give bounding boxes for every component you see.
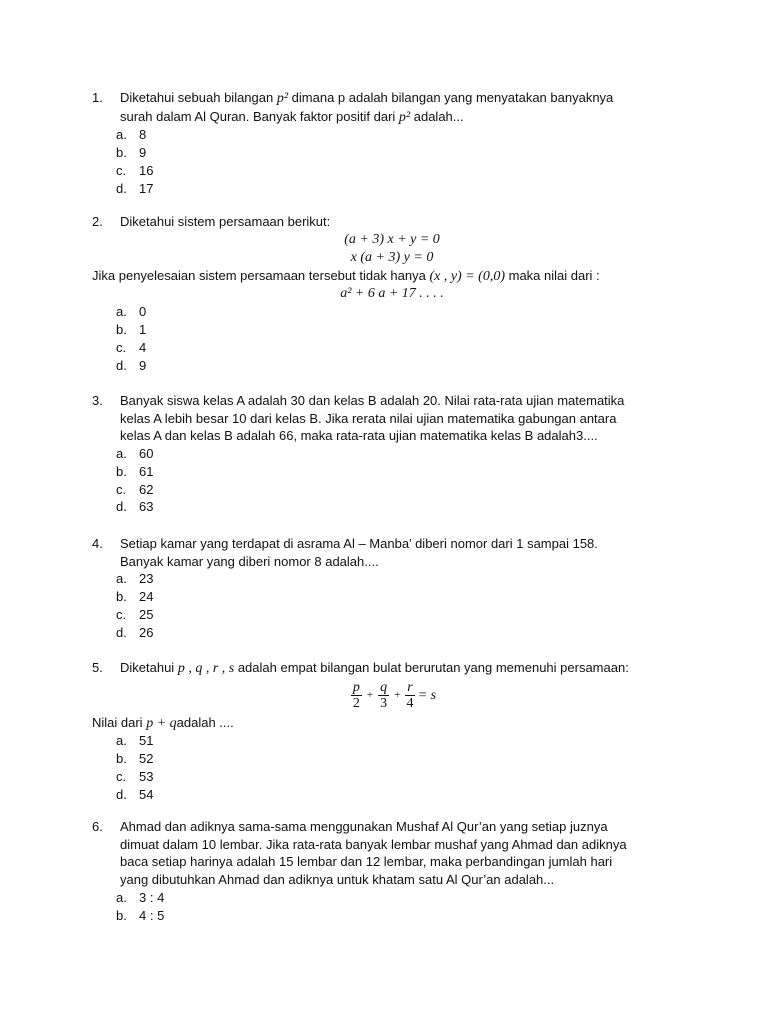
option-item[interactable]: a. 23 [116, 571, 154, 587]
question-text-line: Diketahui sebuah bilangan p² dimana p adalah bilangan yang menyatakan banyaknya [120, 90, 614, 106]
option-item[interactable]: c. 53 [116, 768, 154, 784]
question-5 [92, 659, 692, 803]
option-item[interactable]: c. 62 [116, 481, 154, 497]
question-text-line: Diketahui p , q , r , s adalah empat bilangan bulat berurutan yang memenuhi persamaan: [120, 660, 629, 676]
option-item[interactable]: a. 0 [116, 304, 147, 320]
question-number: 5. [92, 660, 103, 675]
question-number: 6. [92, 819, 103, 834]
question-6 [92, 818, 692, 924]
option-item[interactable]: d. 9 [116, 357, 147, 373]
equation-rhs: = s [417, 687, 437, 703]
ask-line: Nilai dari p + qadalah .... [92, 714, 234, 731]
options-list [116, 570, 692, 641]
question-text-line: yang dibutuhkan Ahmad dan adiknya untuk khatam satu Al Qur’an adalah... [120, 872, 555, 888]
question-text-line: Ahmad dan adiknya sama-sama menggunakan Mushaf Al Qur’an yang setiap juznya [120, 819, 608, 834]
question-number: 1. [92, 90, 103, 105]
option-item[interactable]: c. 25 [116, 606, 154, 622]
option-item[interactable]: b. 61 [116, 463, 154, 479]
option-item[interactable]: d. 63 [116, 499, 154, 515]
fraction: $\frac{r}{4}$ [406, 680, 414, 712]
option-item[interactable]: b. 24 [116, 589, 154, 605]
question-text-line: baca setiap harinya adalah 15 lembar dan 12 lembar, maka perbandingan jumlah hari [120, 854, 613, 870]
question-4 [92, 535, 692, 641]
question-text-line: Setiap kamar yang terdapat di asrama Al – Manba’ diberi nomor dari 1 sampai 158. [120, 536, 598, 551]
question-1 [92, 89, 692, 197]
option-item[interactable]: d. 54 [116, 786, 154, 802]
option-item[interactable]: b. 4 : 5 [116, 907, 165, 923]
question-text-line: Banyak kamar yang diberi nomor 8 adalah.... [120, 553, 379, 569]
question-number: 2. [92, 214, 103, 229]
fraction: $\frac{q}{3}$ [380, 680, 388, 712]
fraction: $\frac{p}{2}$ [352, 680, 360, 712]
option-item[interactable]: b. 9 [116, 145, 147, 161]
option-item[interactable]: c. 4 [116, 339, 147, 355]
question-number: 3. [92, 393, 103, 408]
option-item[interactable]: a. 51 [116, 733, 154, 749]
option-item[interactable]: b. 1 [116, 322, 147, 338]
question-text-line: Diketahui sistem persamaan berikut: [120, 214, 331, 229]
question-text-line: kelas A dan kelas B adalah 66, maka rata-rata ujian matematika kelas B adalah3.... [120, 428, 598, 444]
equation-2: x (a + 3) y = 0 [350, 249, 434, 265]
options-list [116, 126, 692, 197]
question-text-line: dimuat dalam 10 lembar. Jika rata-rata banyak lembar mushaf yang Ahmad dan adiknya [120, 836, 627, 852]
options-list [116, 889, 692, 924]
option-item[interactable]: a. 60 [116, 446, 154, 462]
option-item[interactable]: d. 26 [116, 624, 154, 640]
plus-sign: + [394, 688, 401, 701]
math-p-squared: p² [276, 91, 289, 106]
option-item[interactable]: b. 52 [116, 751, 154, 767]
option-item[interactable]: d. 17 [116, 180, 154, 196]
options-list [116, 303, 692, 374]
question-text-line: Banyak siswa kelas A adalah 30 dan kelas B adalah 20. Nilai rata-rata ujian matematika [120, 393, 625, 408]
question-3 [92, 392, 692, 516]
option-item[interactable]: c. 16 [116, 162, 154, 178]
question-text-line: kelas A lebih besar 10 dari kelas B. Jika rerata nilai ujian matematika gabungan antara [120, 410, 617, 426]
options-list [116, 445, 692, 516]
fraction-equation [92, 678, 692, 714]
question-2 [92, 213, 692, 374]
condition-line: Jika penyelesaian sistem persamaan tersebut tidak hanya (x , y) = (0,0) maka nilai dari : [92, 267, 600, 284]
math-p-squared: p² [398, 109, 411, 125]
expression: a² + 6 a + 17 . . . . [340, 286, 444, 302]
question-number: 4. [92, 536, 103, 551]
option-item[interactable]: a. 8 [116, 127, 147, 143]
options-list [116, 732, 692, 803]
plus-sign: + [366, 688, 374, 701]
equation-1: (a + 3) x + y = 0 [344, 231, 440, 247]
question-text-line: surah dalam Al Quran. Banyak faktor positif dari p² adalah... [120, 108, 464, 125]
option-item[interactable]: a. 3 : 4 [116, 889, 165, 905]
